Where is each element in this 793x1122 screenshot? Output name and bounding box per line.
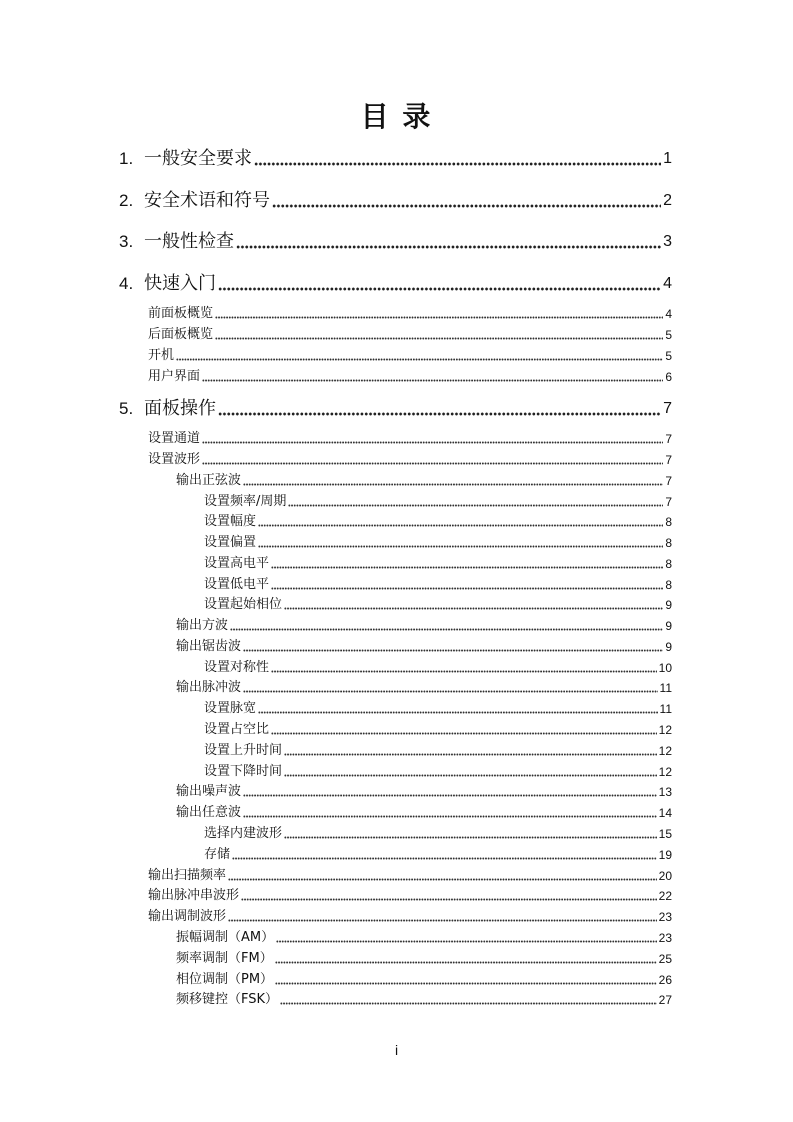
toc-entry-label: 安全术语和符号	[144, 190, 270, 211]
toc-entry-set-frequency[interactable]	[204, 494, 672, 510]
toc-entry-sweep[interactable]	[148, 868, 672, 884]
toc-entry-storage[interactable]	[204, 847, 672, 863]
toc-entry-set-waveform[interactable]	[148, 452, 672, 468]
toc-entry-fsk[interactable]	[176, 992, 672, 1008]
toc-entry-number: 4.	[119, 274, 134, 293]
toc-entry-label: 设置通道	[148, 431, 201, 446]
toc-entry-page: 4	[665, 307, 672, 321]
toc-entry-page: 11	[659, 702, 672, 716]
toc-entry-page: 9	[665, 640, 672, 654]
toc-entry-page: 1	[663, 150, 672, 167]
toc-entry-page: 7	[665, 474, 672, 488]
toc-entry-number: 5.	[119, 399, 134, 418]
toc-entry-set-high-level[interactable]	[204, 556, 672, 572]
dot-leader	[215, 316, 663, 319]
dot-leader	[228, 919, 657, 922]
toc-entry-label: 设置偏置	[204, 535, 257, 550]
toc-entry-label: 设置上升时间	[204, 743, 283, 758]
toc-entry-label: 输出正弦波	[176, 473, 242, 488]
toc-entry-page: 22	[658, 889, 672, 903]
toc-entry-noise-wave[interactable]	[176, 784, 672, 800]
toc-entry-number: 1.	[119, 149, 134, 168]
toc-entry-label: 设置高电平	[204, 556, 270, 571]
toc-entry-set-fall-time[interactable]	[204, 764, 672, 780]
toc-entry-rear-panel[interactable]	[148, 327, 672, 343]
toc-entry-set-pulse-width[interactable]	[204, 701, 672, 717]
toc-entry-quick-start[interactable]	[119, 272, 672, 296]
toc-entry-label: 用户界面	[148, 369, 201, 384]
toc-entry-label: 设置频率/周期	[204, 494, 287, 509]
dot-leader	[288, 504, 663, 507]
toc-entry-modulation[interactable]	[148, 909, 672, 925]
dot-leader	[243, 794, 657, 797]
dot-leader	[284, 753, 657, 756]
toc-entry-page: 8	[665, 578, 672, 592]
toc-entry-set-amplitude[interactable]	[204, 514, 672, 530]
toc-entry-panel-operation[interactable]	[119, 397, 672, 421]
toc-entry-label: 前面板概览	[148, 306, 214, 321]
dot-leader	[258, 545, 663, 548]
toc-entry-pulse-wave[interactable]	[176, 680, 672, 696]
toc-entry-label: 输出锯齿波	[176, 639, 242, 654]
toc-entry-number: 3.	[119, 232, 134, 251]
toc-entry-set-low-level[interactable]	[204, 577, 672, 593]
toc-entry-label: 频移键控（FSK）	[176, 992, 279, 1007]
toc-entry-label: 输出脉冲波	[176, 680, 242, 695]
toc-entry-label: 设置起始相位	[204, 597, 283, 612]
toc-entry-label: 设置下降时间	[204, 764, 283, 779]
toc-entry-label: 输出脉冲串波形	[148, 888, 240, 903]
dot-leader	[243, 815, 657, 818]
toc-entry-label: 输出任意波	[176, 805, 242, 820]
toc-entry-label: 输出扫描频率	[148, 868, 227, 883]
dot-leader	[243, 649, 663, 652]
toc-entry-label: 振幅调制（AM）	[176, 930, 275, 945]
dot-leader	[258, 524, 663, 527]
toc-entry-label: 相位调制（PM）	[176, 972, 274, 987]
dot-leader	[176, 358, 663, 361]
toc-entry-label: 选择内建波形	[204, 826, 283, 841]
toc-entry-label: 输出噪声波	[176, 784, 242, 799]
dot-leader	[202, 379, 663, 382]
toc-entry-page: 3	[663, 233, 672, 250]
dot-leader	[258, 711, 658, 714]
dot-leader	[243, 690, 658, 693]
dot-leader	[271, 670, 657, 673]
toc-entry-page: 12	[658, 723, 672, 737]
dot-leader	[202, 441, 663, 444]
toc-entry-label: 面板操作	[144, 398, 216, 419]
toc-entry-set-symmetry[interactable]	[204, 660, 672, 676]
toc-entry-page: 9	[665, 598, 672, 612]
dot-leader	[243, 483, 663, 486]
toc-entry-ramp-wave[interactable]	[176, 639, 672, 655]
toc-entry-label: 存储	[204, 847, 231, 862]
toc-entry-label: 一般安全要求	[144, 148, 252, 169]
toc-entry-fm[interactable]	[176, 951, 672, 967]
toc-entry-label: 后面板概览	[148, 327, 214, 342]
toc-entry-page: 6	[665, 370, 672, 384]
dot-leader	[236, 245, 661, 249]
dot-leader	[215, 337, 663, 340]
toc-entry-label: 设置幅度	[204, 514, 257, 529]
dot-leader	[232, 857, 657, 860]
dot-leader	[271, 587, 663, 590]
toc-entry-page: 27	[658, 993, 672, 1007]
toc-entry-label: 开机	[148, 348, 175, 363]
toc-entry-page: 9	[665, 619, 672, 633]
toc-entry-general-safety[interactable]	[119, 147, 672, 171]
toc-entry-page: 8	[665, 557, 672, 571]
dot-leader	[218, 412, 661, 416]
toc-entry-page: 23	[658, 910, 672, 924]
toc-entry-page: 23	[658, 931, 672, 945]
toc-entry-page: 19	[658, 848, 672, 862]
toc-entry-square-wave[interactable]	[176, 618, 672, 634]
toc-entry-am[interactable]	[176, 930, 672, 946]
toc-entry-set-rise-time[interactable]	[204, 743, 672, 759]
toc-entry-page: 20	[658, 869, 672, 883]
dot-leader	[272, 204, 661, 208]
toc-entry-set-offset[interactable]	[204, 535, 672, 551]
dot-leader	[280, 1002, 657, 1005]
toc-entry-label: 频率调制（FM）	[176, 951, 273, 966]
dot-leader	[275, 961, 657, 964]
toc-entry-set-start-phase[interactable]	[204, 597, 672, 613]
toc-entry-burst[interactable]	[148, 888, 672, 904]
toc-entry-page: 7	[665, 453, 672, 467]
toc-entry-page: 5	[665, 349, 672, 363]
toc-entry-page: 4	[663, 275, 672, 292]
toc-entry-page: 13	[658, 785, 672, 799]
toc-entry-label: 快速入门	[144, 273, 216, 294]
toc-entry-label: 输出调制波形	[148, 909, 227, 924]
dot-leader	[202, 462, 663, 465]
toc-entry-front-panel[interactable]	[148, 306, 672, 322]
toc-entry-page: 5	[665, 328, 672, 342]
dot-leader	[230, 628, 663, 631]
toc-entry-page: 15	[658, 827, 672, 841]
toc-entry-label: 设置脉宽	[204, 701, 257, 716]
toc-entry-label: 输出方波	[176, 618, 229, 633]
toc-entry-page: 7	[665, 432, 672, 446]
dot-leader	[271, 732, 657, 735]
toc-entry-page: 10	[658, 661, 672, 675]
toc-entry-safety-terms[interactable]	[119, 189, 672, 213]
toc-entry-set-channel[interactable]	[148, 431, 672, 447]
toc-entry-page: 2	[663, 192, 672, 209]
toc-entry-page: 12	[658, 744, 672, 758]
toc-entry-page: 11	[659, 681, 672, 695]
toc-entry-label: 设置对称性	[204, 660, 270, 675]
page-number: i	[394, 1042, 399, 1058]
dot-leader	[228, 878, 657, 881]
dot-leader	[276, 940, 657, 943]
dot-leader	[271, 566, 663, 569]
toc-entry-page: 14	[658, 806, 672, 820]
dot-leader	[275, 982, 657, 985]
toc-entry-label: 设置低电平	[204, 577, 270, 592]
toc-title: 目 录	[360, 100, 433, 133]
toc-entry-page: 12	[658, 765, 672, 779]
toc-entry-page: 7	[665, 495, 672, 509]
toc-entry-builtin-waveform[interactable]	[204, 826, 672, 842]
dot-leader	[284, 836, 657, 839]
dot-leader	[218, 287, 661, 291]
toc-entry-label: 设置占空比	[204, 722, 270, 737]
toc-entry-number: 2.	[119, 191, 134, 210]
toc-entry-page: 26	[658, 973, 672, 987]
toc-entry-page: 7	[663, 400, 672, 417]
toc-entry-label: 设置波形	[148, 452, 201, 467]
toc-entry-pm[interactable]	[176, 972, 672, 988]
toc-entry-set-duty-cycle[interactable]	[204, 722, 672, 738]
dot-leader	[284, 607, 663, 610]
toc-entry-label: 一般性检查	[144, 231, 234, 252]
toc-entry-user-interface[interactable]	[148, 369, 672, 385]
toc-entry-page: 8	[665, 515, 672, 529]
toc-entry-page: 25	[658, 952, 672, 966]
toc-entry-page: 8	[665, 536, 672, 550]
toc-entry-general-inspection[interactable]	[119, 230, 672, 254]
toc-entry-arbitrary-wave[interactable]	[176, 805, 672, 821]
dot-leader	[241, 898, 657, 901]
dot-leader	[284, 774, 657, 777]
toc-entry-power-on[interactable]	[148, 348, 672, 364]
dot-leader	[254, 162, 661, 166]
toc-entry-sine-wave[interactable]	[176, 473, 672, 489]
